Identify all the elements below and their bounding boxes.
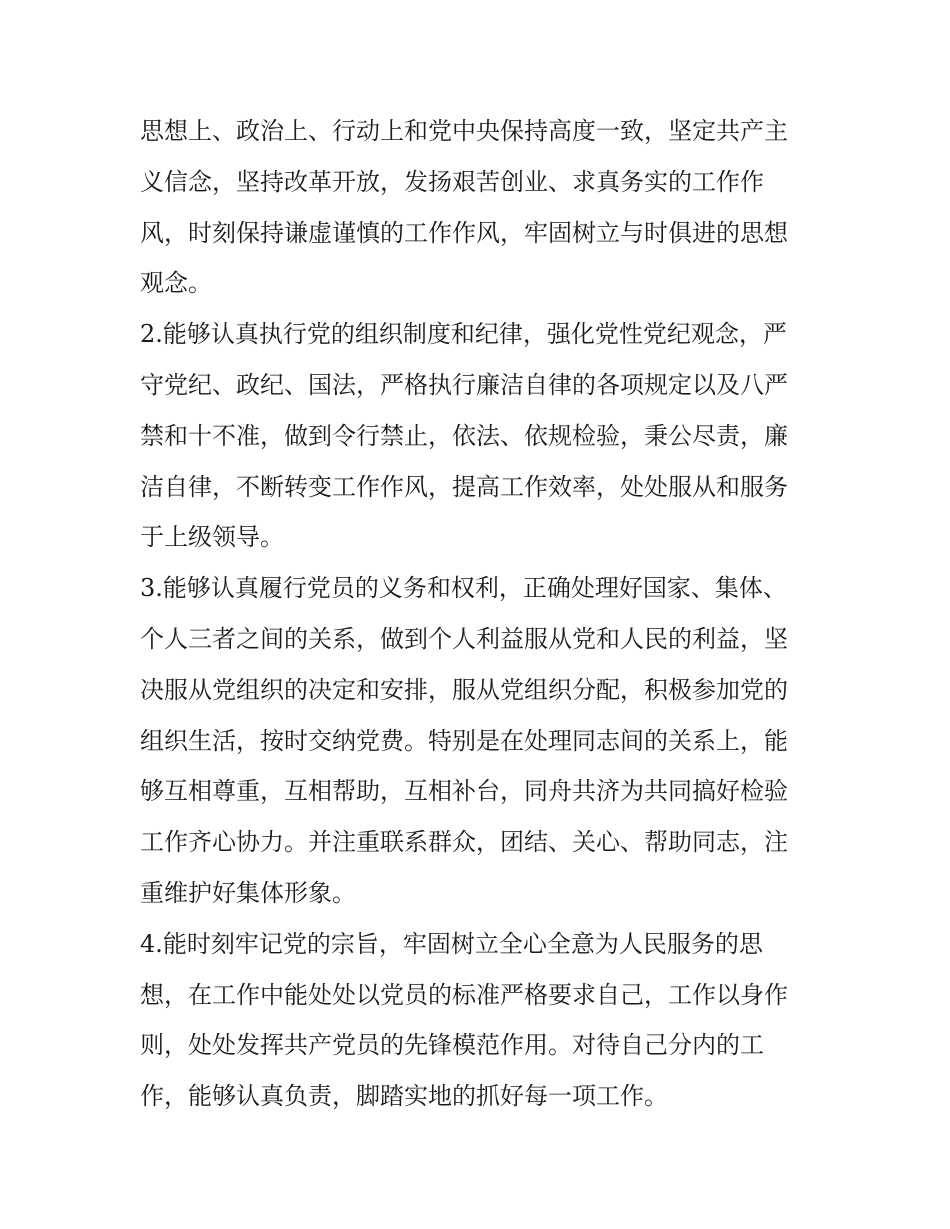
text-line: 工作齐心协力。并注重联系群众，团结、关心、帮助同志，注 — [140, 828, 788, 857]
text-line: 4.能时刻牢记党的宗旨，牢固树立全心全意为人民服务的思 — [140, 929, 763, 958]
text-line: 作，能够认真负责，脚踏实地的抓好每一项工作。 — [140, 1082, 668, 1111]
text-line: 洁自律，不断转变工作作风，提高工作效率，处处服从和服务 — [140, 472, 788, 501]
text-line: 2.能够认真执行党的组织制度和纪律，强化党性党纪观念，严 — [140, 320, 787, 349]
text-line: 则，处处发挥共产党员的先锋模范作用。对待自己分内的工 — [140, 1031, 764, 1060]
paragraph-2 — [140, 309, 820, 563]
text-line: 义信念，坚持改革开放，发扬艰苦创业、求真务实的工作作 — [140, 167, 764, 196]
text-line: 观念。 — [140, 269, 212, 298]
paragraph-1 — [140, 106, 820, 309]
text-line: 风，时刻保持谦虚谨慎的工作作风，牢固树立与时俱进的思想 — [140, 218, 788, 247]
text-line: 于上级领导。 — [140, 523, 284, 552]
text-line: 重维护好集体形象。 — [140, 878, 356, 907]
text-line: 个人三者之间的关系，做到个人利益服从党和人民的利益，坚 — [140, 624, 788, 653]
text-line: 组织生活，按时交纳党费。特别是在处理同志间的关系上，能 — [140, 726, 788, 755]
text-line: 够互相尊重，互相帮助，互相补台，同舟共济为共同搞好检验 — [140, 777, 788, 806]
text-line: 守党纪、政纪、国法，严格执行廉洁自律的各项规定以及八严 — [140, 370, 788, 399]
paragraph-4 — [140, 919, 820, 1122]
text-line: 3.能够认真履行党员的义务和权利，正确处理好国家、集体、 — [140, 574, 787, 603]
text-line: 思想上、政治上、行动上和党中央保持高度一致，坚定共产主 — [140, 117, 788, 145]
text-line: 决服从党组织的决定和安排，服从党组织分配，积极参加党的 — [140, 675, 788, 704]
text-line: 想，在工作中能处处以党员的标准严格要求自己，工作以身作 — [140, 980, 788, 1009]
document-body — [140, 106, 820, 1122]
paragraph-3 — [140, 563, 820, 919]
text-line: 禁和十不准，做到令行禁止，依法、依规检验，秉公尽责，廉 — [140, 421, 788, 450]
